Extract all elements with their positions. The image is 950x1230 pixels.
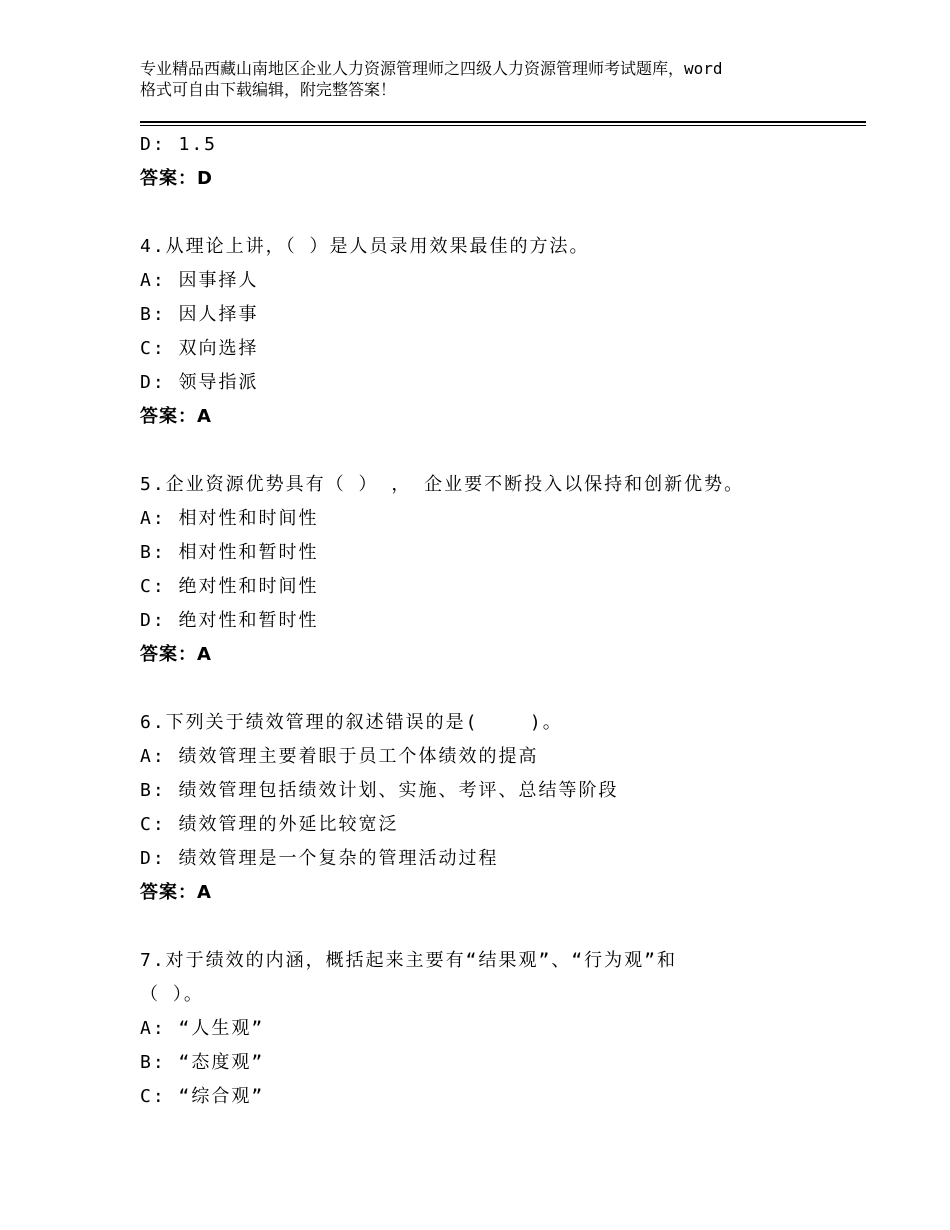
document-header	[140, 58, 840, 100]
question-5-option-c: C: 绝对性和时间性	[140, 576, 319, 597]
question-7-option-a: A: “人生观”	[140, 1018, 265, 1039]
spacer	[140, 910, 840, 944]
header-divider-thick	[140, 121, 866, 123]
question-7-option-c: C: “综合观”	[140, 1086, 265, 1107]
question-6-option-b: B: 绩效管理包括绩效计划、实施、考评、总结等阶段	[140, 780, 619, 801]
question-4-option-c: C: 双向选择	[140, 338, 259, 359]
question-7-option-b: B: “态度观”	[140, 1052, 265, 1073]
option-d: D: 1.5	[140, 134, 218, 155]
question-5-stem: 5.企业资源优势具有（ ） ， 企业要不断投入以保持和创新优势。	[140, 474, 745, 495]
question-4-answer: 答案：A	[140, 406, 212, 427]
question-4-option-d: D: 领导指派	[140, 372, 259, 393]
question-5-answer: 答案：A	[140, 644, 212, 665]
header-divider-thin	[140, 125, 866, 126]
question-list	[140, 128, 840, 1114]
question-6-option-d: D: 绩效管理是一个复杂的管理活动过程	[140, 848, 499, 869]
question-6-option-c: C: 绩效管理的外延比较宽泛	[140, 814, 399, 835]
question-4-option-b: B: 因人择事	[140, 304, 259, 325]
question-5-option-d: D: 绝对性和暂时性	[140, 610, 319, 631]
header-line-2: 格式可自由下载编辑，附完整答案！	[140, 80, 397, 99]
question-7-stem-line-2: （ ）。	[140, 984, 204, 1005]
question-5-option-b: B: 相对性和暂时性	[140, 542, 319, 563]
header-line-1: 专业精品西藏山南地区企业人力资源管理师之四级人力资源管理师考试题库，word	[140, 59, 723, 78]
question-4-stem: 4.从理论上讲，（ ）是人员录用效果最佳的方法。	[140, 236, 590, 257]
question-5-option-a: A: 相对性和时间性	[140, 508, 319, 529]
question-6-stem: 6.下列关于绩效管理的叙述错误的是( )。	[140, 712, 563, 733]
spacer	[140, 672, 840, 706]
question-6-answer: 答案：A	[140, 882, 212, 903]
question-7-stem-line-1: 7.对于绩效的内涵，概括起来主要有“结果观”、“行为观”和	[140, 950, 678, 971]
spacer	[140, 434, 840, 468]
spacer	[140, 196, 840, 230]
question-4-option-a: A: 因事择人	[140, 270, 259, 291]
question-6-option-a: A: 绩效管理主要着眼于员工个体绩效的提高	[140, 746, 539, 767]
answer-label: 答案：D	[140, 168, 213, 189]
